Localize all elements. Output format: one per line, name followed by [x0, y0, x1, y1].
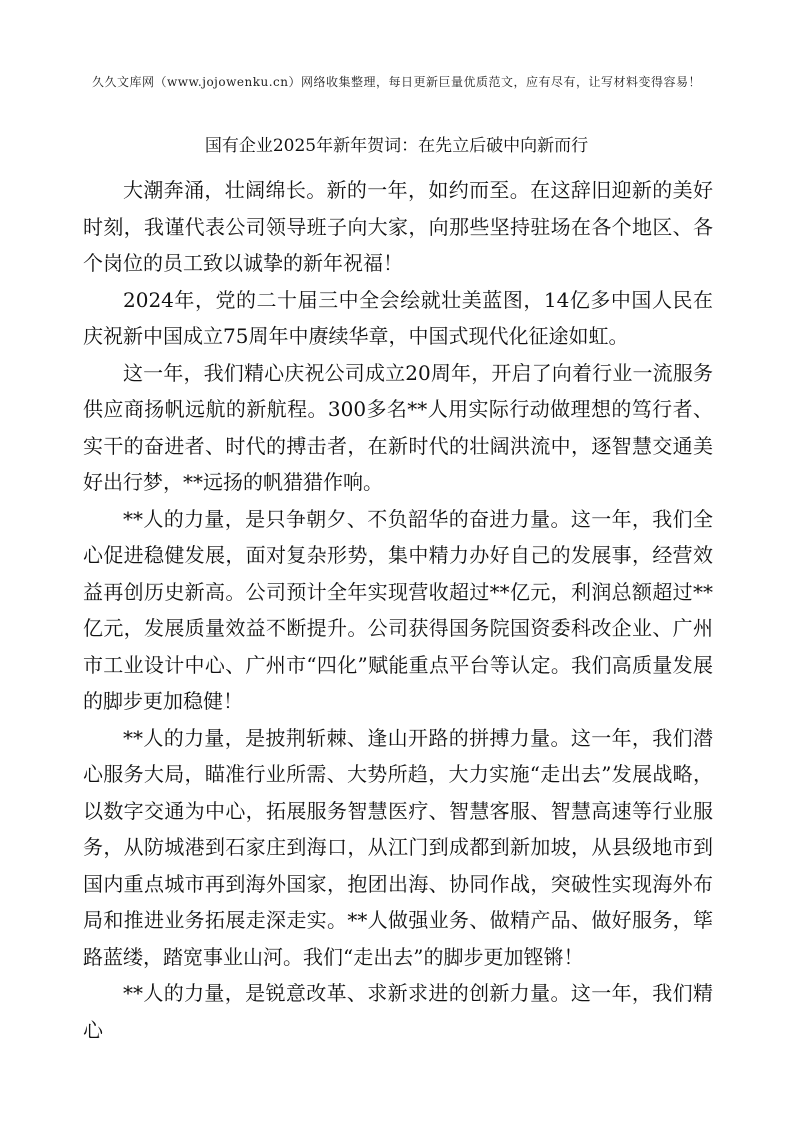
- source-header-note: 久久文库网（www.jojowenku.cn）网络收集整理，每日更新巨量优质范文，应有尽有，让写材料变得容易！: [92, 75, 701, 89]
- paragraph-anniversary: 这一年，我们精心庆祝公司成立20周年，开启了向着行业一流服务供应商扬帆远航的新航程。300多名**人用实际行动做理想的笃行者、实干的奋进者、时代的搏击者，在新时代的壮阔洪流中，逐智慧交通美好出行梦，**远扬的帆猎猎作响。: [83, 360, 713, 494]
- paragraph-opening: 大潮奔涌，壮阔绵长。新的一年，如约而至。在这辞旧迎新的美好时刻，我谨代表公司领导班子向大家，向那些坚持驻场在各个地区、各个岗位的员工致以诚挚的新年祝福！: [83, 178, 713, 275]
- paragraph-innovation-force: **人的力量，是锐意改革、求新求进的创新力量。这一年，我们精心: [83, 981, 713, 1042]
- paragraph-pioneering-force: **人的力量，是披荆斩棘、逢山开路的拼搏力量。这一年，我们潜心服务大局，瞄准行业所需、大势所趋，大力实施“走出去”发展战略，以数字交通为中心，拓展服务智慧医疗、智慧客服、智慧高速等行业服务，从防城港到石家庄到海口，从江门到成都到新加坡，从县级地市到国内重点城市再到海外国家，抱团出海、协同作战，突破性实现海外布局和推进业务拓展走深走实。**人做强业务、做精产品、做好服务，筚路蓝缕，踏宽事业山河。我们“走出去”的脚步更加铿锵！: [83, 725, 713, 969]
- paragraph-striving-force: **人的力量，是只争朝夕、不负韶华的奋进力量。这一年，我们全心促进稳健发展，面对复杂形势，集中精力办好自己的发展事，经营效益再创历史新高。公司预计全年实现营收超过**亿元，利润总额超过**亿元，发展质量效益不断提升。公司获得国务院国资委科改企业、广州市工业设计中心、广州市“四化”赋能重点平台等认定。我们高质量发展的脚步更加稳健！: [83, 506, 713, 713]
- document-body: [83, 172, 713, 1048]
- paragraph-2024-review: 2024年，党的二十届三中全会绘就壮美蓝图，14亿多中国人民在庆祝新中国成立75周年中赓续华章，中国式现代化征途如虹。: [83, 287, 713, 348]
- document-title: 国有企业2025年新年贺词：在先立后破中向新而行: [204, 136, 589, 156]
